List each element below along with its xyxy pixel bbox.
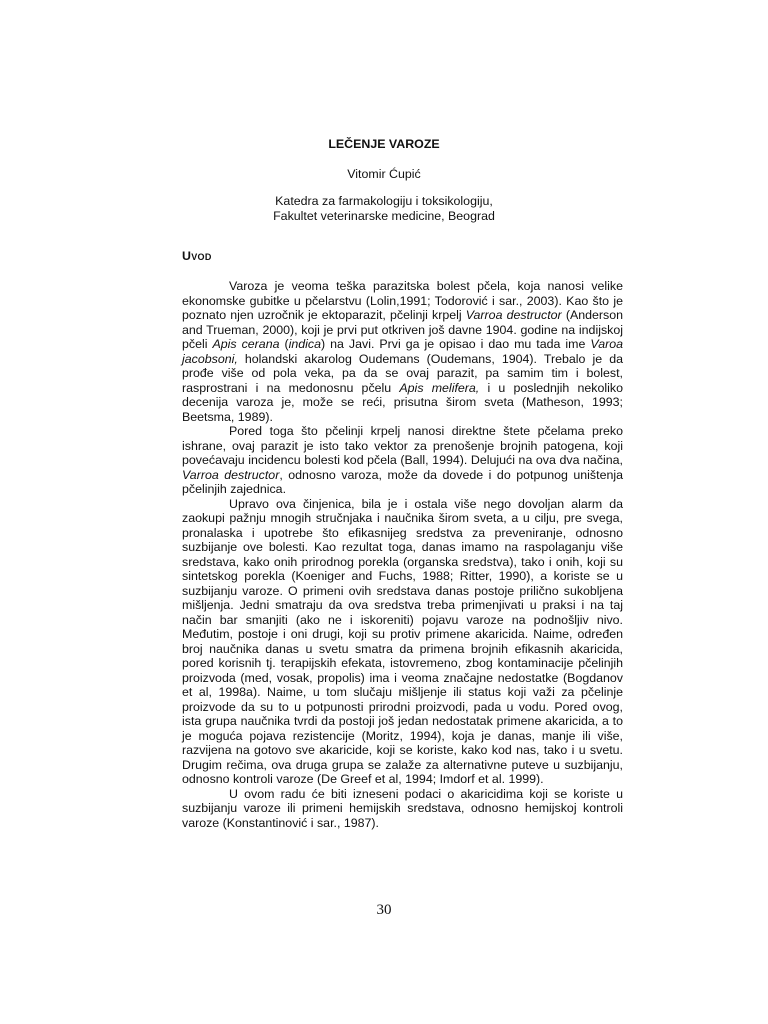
paragraph-1: Varoza je veoma teška parazitska bolest pčela, koja nanosi velike ekonomske gubitke u pčelarstvu (Lolin,1991; Todorović i sar., 2003). Kao što je poznato njen uzročnik je ektoparazit, pčelinji krpelj Varroa destructor (Anderson and Trueman, 2000), koji je prvi put otkriven još davne 1904. godine na indijskoj pčeli Apis cerana (indica) na Javi. Prvi ga je opisao i dao mu tada ime Varoa jacobsoni, holandski akarolog Oudemans (Oudemans, 1904). Trebalo je da prođe više od pola veka, pa da se ovaj parazit, pa samim tim i bolest, rasprostrani i na medonosnu pčelu Apis melifera, i u poslednjih nekoliko decenija varoza je, može se reći, prisutna širom sveta (Matheson, 1993; Beetsma, 1989). (182, 279, 623, 424)
affiliation-line-1: Katedra za farmakologiju i toksikologiju, (275, 194, 493, 208)
paper-title: LEČENJE VAROZE (328, 137, 440, 151)
author-name: Vitomir Ćupić (347, 167, 421, 181)
paragraph-2: Pored toga što pčelinji krpelj nanosi direktne štete pčelama preko ishrane, ovaj parazit je isto tako vektor za prenošenje brojnih patogena, koji povećavaju incidencu bolesti kod pčela (Ball, 1994). Delujući na ova dva načina, Varroa destructor, odnosno varoza, može da dovede i do potpunog uništenja pčelinjih zajednica. (182, 424, 623, 496)
section-heading: Uvod (182, 249, 212, 263)
affiliation-line-2: Fakultet veterinarske medicine, Beograd (273, 209, 495, 223)
page-number: 30 (376, 902, 392, 918)
paragraph-3: Upravo ova činjenica, bila je i ostala više nego dovoljan alarm da zaokupi pažnju mnogih stručnjaka i naučnika širom sveta, a u cilju, pre svega, pronalaska i upotrebe što efikasnijeg sredstva za preveniranje, odnosno suzbijanje ove bolesti. Kao rezultat toga, danas imamo na raspolaganju više sredstava, kako onih prirodnog porekla (organska sredstva), tako i onih, koji su sintetskog porekla (Koeniger and Fuchs, 1988; Ritter, 1990), a koriste se u suzbijanju varoze. O primeni ovih sredstava danas postoje prilično sukobljena mišljenja. Jedni smatraju da ova sredstva treba primenjivati u praksi i na taj način bar smanjiti (ako ne i iskoreniti) pojavu varoze na podnošljiv nivo. Međutim, postoje i oni drugi, koji su protiv primene akaricida. Naime, određen broj naučnika danas u svetu smatra da primena brojnih efikasnih akaricida, pored korisnih tj. terapijskih efekata, istovremeno, zbog kontaminacije pčelinjih proizvoda (med, vosak, propolis) ima i veoma značajne nedostatke (Bogdanov et al, 1998a). Naime, u tom slučaju mišljenje ili status koji važi za pčelinje proizvode da su to u potpunosti prirodni proizvodi, pada u vodu. Pored ovog, ista grupa naučnika tvrdi da postoji još jedan nedostatak primene akaricida, a to je moguća pojava rezistencije (Moritz, 1994), koja je danas, manje ili više, razvijena na gotovo sve akaricide, koji se koriste, kako kod nas, tako i u svetu. Drugim rečima, ova druga grupa se zalaže za alternativne puteve u suzbijanju, odnosno kontroli varoze (De Greef et al, 1994; Imdorf et al. 1999). (182, 496, 623, 786)
body-text (182, 279, 623, 830)
paragraph-4: U ovom radu će biti izneseni podaci o akaricidima koji se koriste u suzbijanju varoze ili primeni hemijskih sredstava, odnosno hemijskoj kontroli varoze (Konstantinović i sar., 1987). (182, 786, 623, 830)
